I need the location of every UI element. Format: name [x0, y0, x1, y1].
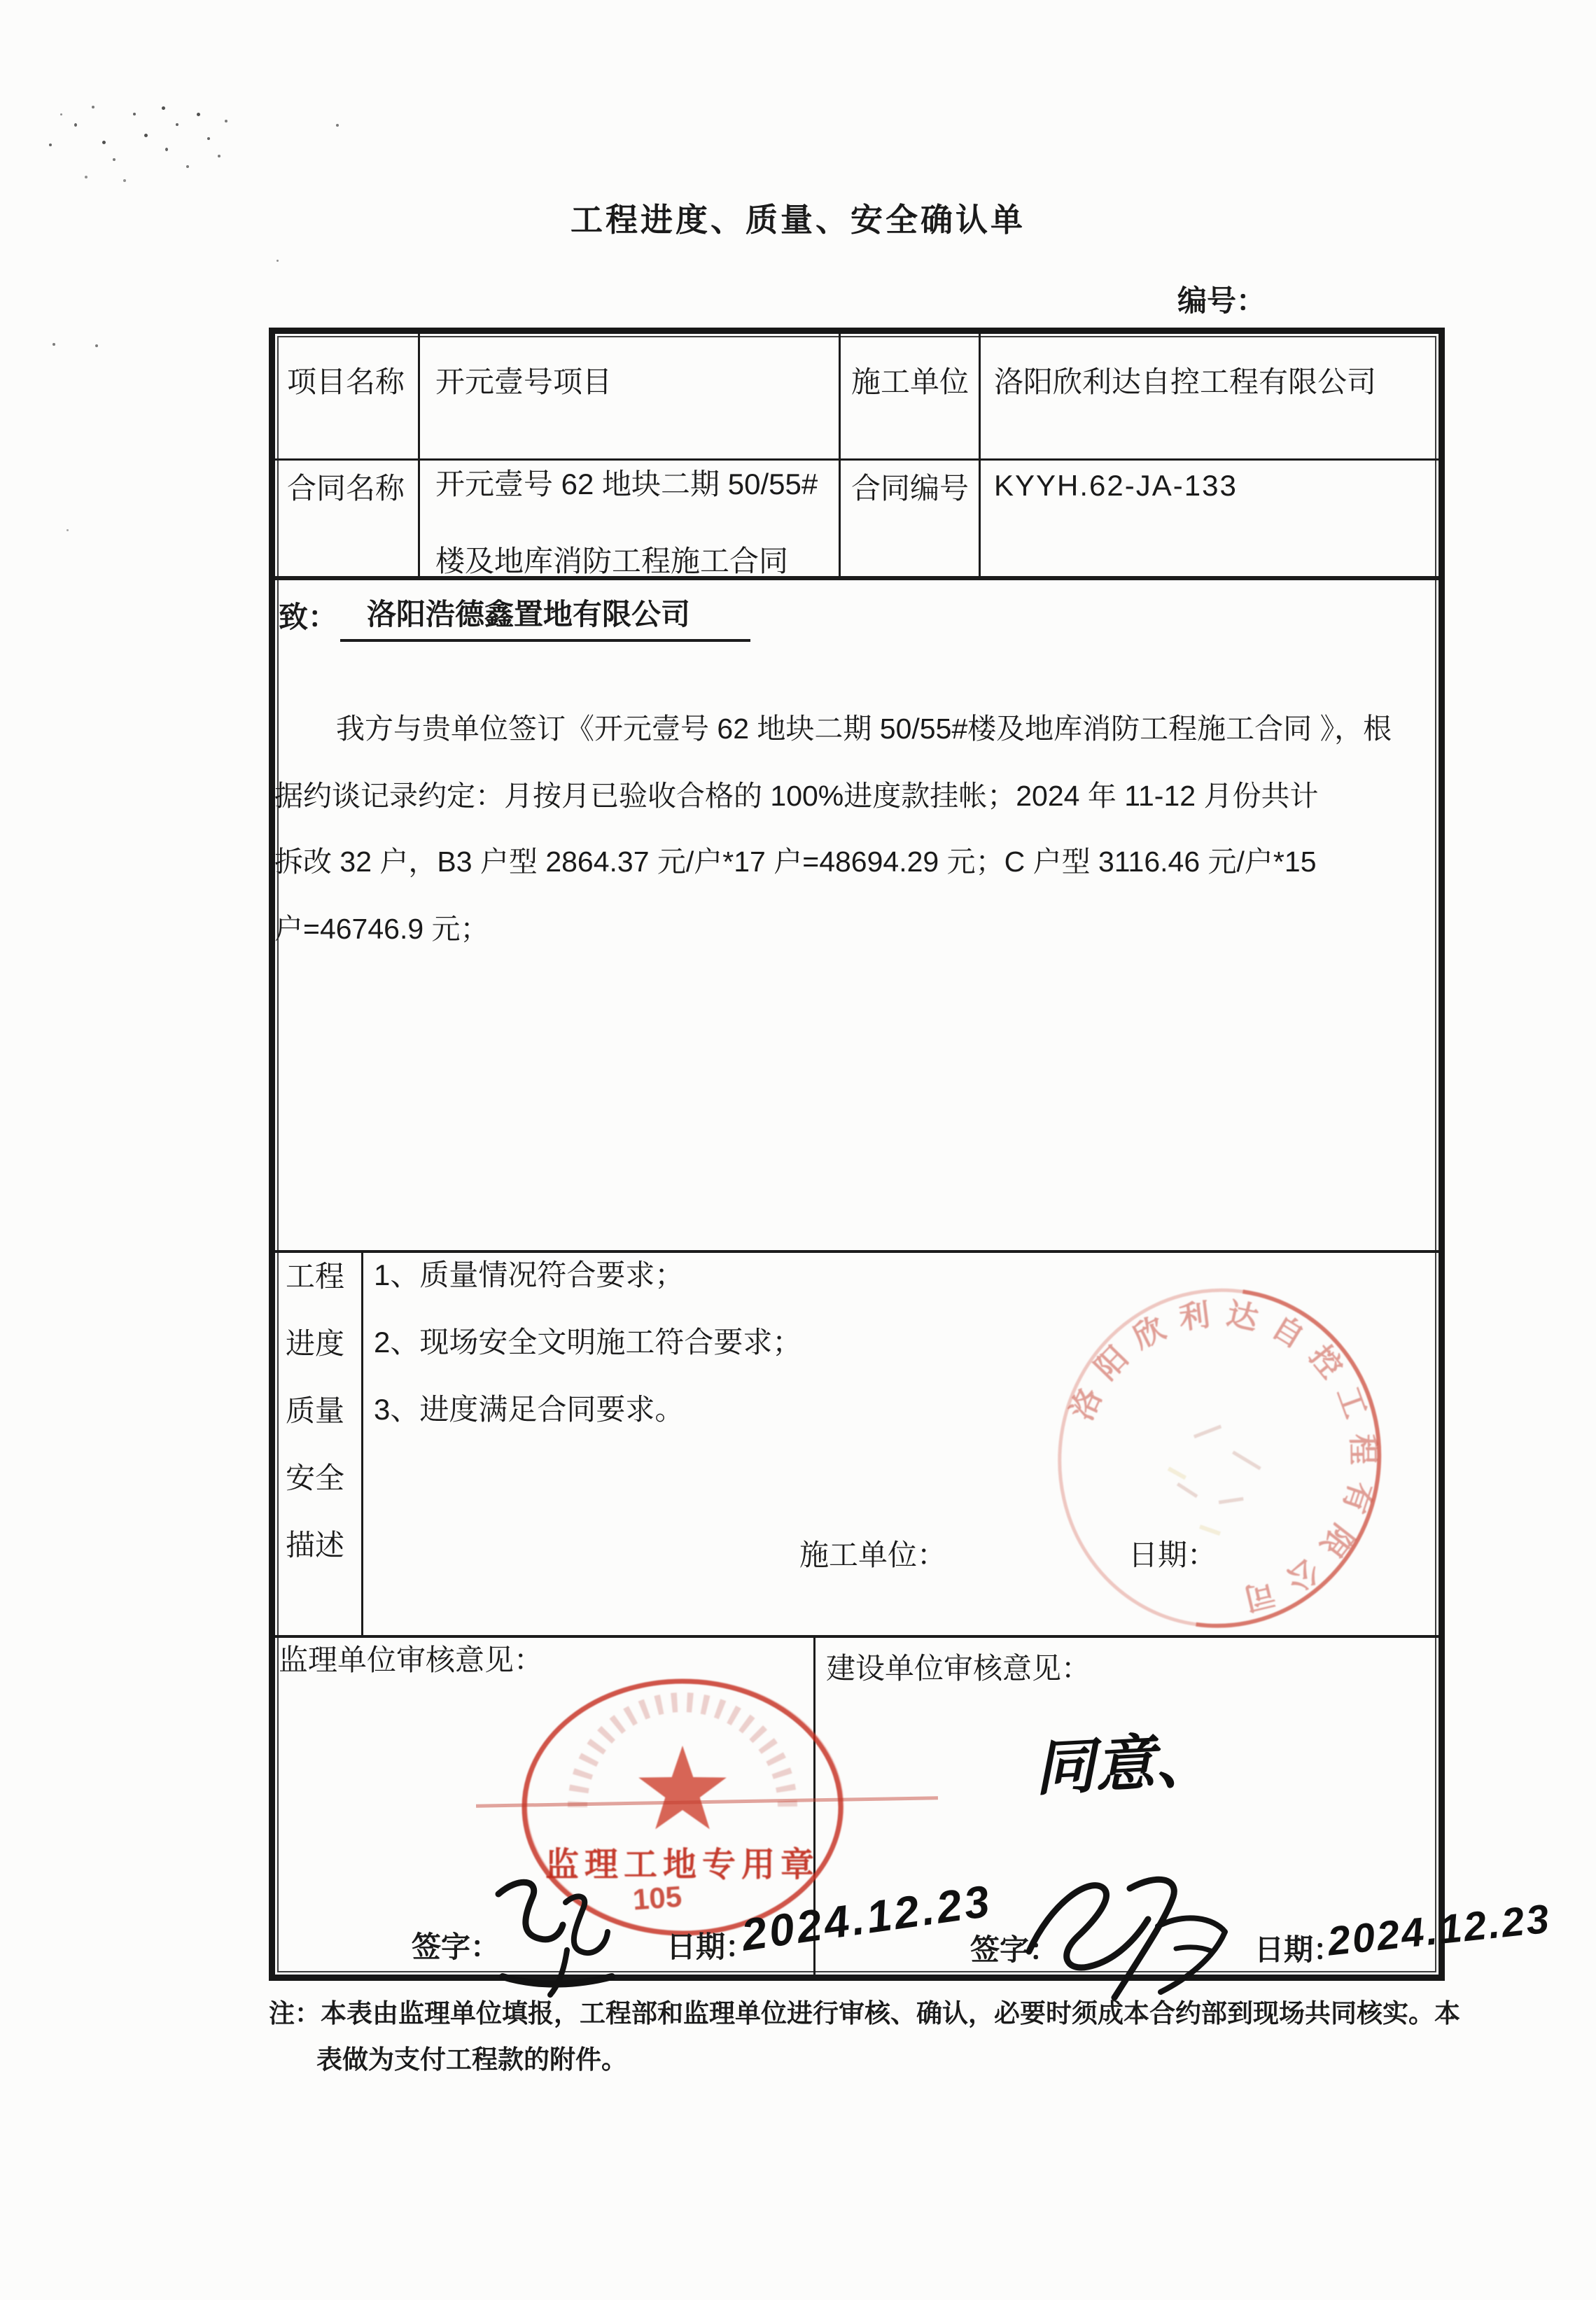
status-item-2: 2、现场安全文明施工符合要求； [374, 1326, 802, 1359]
contract-name-line1: 开元壹号 62 地块二期 50/55# [435, 468, 818, 500]
status-label-2: 进度 [286, 1327, 345, 1360]
status-label-5: 描述 [286, 1529, 345, 1562]
supervisor-date-handwriting: 2024.12.23 [738, 1875, 995, 1961]
contractor-stamp-arc-text: 洛阳欣利达自控工程有限公司 [1064, 1296, 1380, 1620]
footnote-line-1: 注：本表由监理单位填报，工程部和监理单位进行审核、确认，必要时须成本合约部到现场共同核实。本 [269, 1999, 1460, 2028]
status-label-3: 质量 [286, 1394, 345, 1427]
supervisor-sign-label: 签字： [412, 1930, 500, 1963]
page-title: 工程进度、质量、安全确认单 [570, 202, 1026, 238]
supervisor-stamp-title: 监理工地专用章 [545, 1846, 820, 1884]
supervisor-review-title: 监理单位审核意见： [279, 1643, 544, 1676]
builder-date-label: 日期： [1254, 1933, 1343, 1966]
stamp-star-icon [638, 1746, 727, 1829]
supervisor-date-label: 日期： [666, 1930, 755, 1963]
body-line-1: 我方与贵单位签订《开元壹号 62 地块二期 50/55#楼及地库消防工程施工合同 》，根 [336, 713, 1392, 745]
status-contractor-label: 施工单位： [799, 1538, 947, 1571]
status-label-4: 安全 [286, 1461, 345, 1494]
contractor-company-stamp [1044, 1279, 1394, 1636]
supervisor-stamp-number: 105 [631, 1879, 683, 1916]
body-line-4: 户=46746.9 元； [274, 913, 489, 945]
builder-date-handwriting: 2024.12.23 [1325, 1895, 1553, 1965]
status-label-1: 工程 [286, 1260, 345, 1293]
to-label: 致： [279, 601, 338, 633]
status-item-1: 1、质量情况符合要求； [374, 1258, 685, 1291]
builder-signature [1009, 1859, 1247, 2013]
col-divider-b [839, 334, 841, 578]
builder-sign-label: 签字： [970, 1933, 1059, 1966]
form-number-label: 编号： [1177, 284, 1266, 317]
contract-number-value: KYYH.62-JA-133 [994, 469, 1238, 502]
contract-number-label: 合同编号 [851, 472, 969, 505]
row-divider-1 [275, 458, 1438, 461]
body-line-3: 拆改 32 户，B3 户型 2864.37 元/户*17 户=48694.29 元；C 户型 3116.46 元/户*15 [274, 846, 1317, 878]
col-divider-a [418, 334, 420, 578]
row-divider-3 [275, 1250, 1438, 1253]
body-line-2: 据约谈记录约定：月按月已验收合格的 100%进度款挂帐；2024 年 11-12 月份共计 [274, 780, 1319, 812]
col-divider-status [361, 1250, 363, 1636]
contract-name-line2: 楼及地库消防工程施工合同 [435, 545, 789, 577]
status-item-3: 3、进度满足合同要求。 [374, 1393, 685, 1426]
supervisor-signature [462, 1867, 651, 2004]
status-date-label: 日期： [1128, 1538, 1217, 1571]
svg-text:洛阳欣利达自控工程有限公司 [1044, 1279, 1394, 1636]
to-company: 洛阳浩德鑫置地有限公司 [340, 596, 750, 642]
col-divider-c [979, 334, 981, 578]
project-name-label: 项目名称 [287, 365, 405, 398]
builder-approval-handwriting: 同意、 [1032, 1726, 1217, 1803]
project-name-value: 开元壹号项目 [435, 365, 612, 398]
contractor-label: 施工单位 [851, 365, 969, 398]
contractor-value: 洛阳欣利达自控工程有限公司 [994, 365, 1377, 398]
table-inner-border [277, 336, 1436, 1972]
builder-review-title: 建设单位审核意见： [826, 1652, 1091, 1685]
contract-name-label: 合同名称 [287, 472, 405, 505]
footnote-line-2: 表做为支付工程款的附件。 [316, 2045, 627, 2074]
